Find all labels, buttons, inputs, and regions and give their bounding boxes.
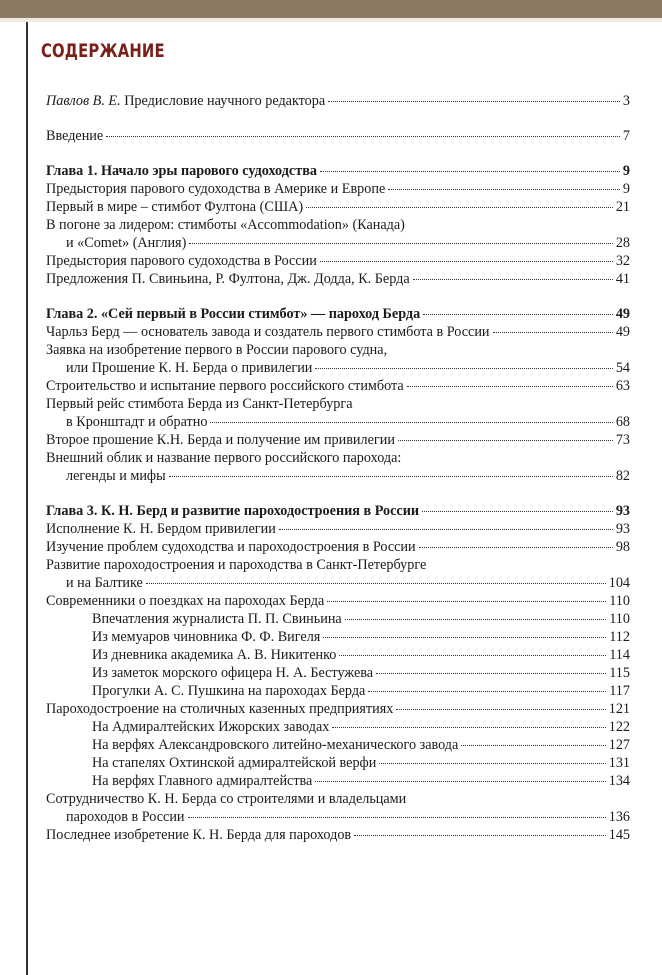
toc-entry[interactable] [46, 198, 630, 216]
toc-entry[interactable] [46, 270, 630, 288]
entry-title: На Адмиралтейских Ижорских заводах [92, 719, 330, 735]
page-number: 9 [622, 163, 630, 179]
leader-dots [327, 601, 606, 602]
page-number: 63 [615, 378, 630, 394]
entry-title: Из заметок морского офицера Н. А. Бестужева [92, 665, 374, 681]
entry-title-line1[interactable]: Первый рейс стимбота Берда из Санкт-Петербурга [46, 396, 353, 412]
page-number: 41 [615, 271, 630, 287]
toc-entry[interactable] [46, 808, 630, 826]
leader-dots [419, 547, 613, 548]
toc-subentry[interactable] [46, 610, 630, 628]
entry-title: Последнее изобретение К. Н. Берда для пароходов [46, 827, 352, 843]
entry-title: Изучение проблем судоходства и пароходостроения в России [46, 539, 416, 555]
entry-title: пароходов в России [66, 809, 185, 825]
top-color-band [0, 0, 662, 18]
toc-chapter-3[interactable] [46, 502, 630, 520]
leader-dots [354, 835, 606, 836]
page-number: 93 [615, 521, 630, 537]
leader-dots [422, 511, 613, 512]
leader-dots [332, 727, 605, 728]
spacer [46, 145, 630, 162]
leader-dots [306, 207, 613, 208]
entry-title: Прогулки А. С. Пушкина на пароходах Берда [92, 683, 366, 699]
entry-title: и на Балтике [66, 575, 143, 591]
leader-dots [106, 136, 620, 137]
leader-dots [323, 637, 606, 638]
page-number: 9 [622, 181, 630, 197]
entry-title-line1[interactable]: В погоне за лидером: стимботы «Accommodation» (Канада) [46, 217, 405, 233]
toc-entry[interactable] [46, 520, 630, 538]
leader-dots [345, 619, 607, 620]
leader-dots [339, 655, 606, 656]
entry-title: Впечатления журналиста П. П. Свиньина [92, 611, 342, 627]
entry-title: Из дневника академика А. В. Никитенко [92, 647, 337, 663]
toc-entry[interactable] [46, 592, 630, 610]
left-margin-rule [26, 22, 28, 975]
leader-dots [279, 529, 613, 530]
entry-title: Предыстория парового судоходства в России [46, 253, 317, 269]
leader-dots [189, 243, 613, 244]
entry-title: На стапелях Охтинской адмиралтейской верфи [92, 755, 377, 771]
toc-subentry[interactable] [46, 736, 630, 754]
page-number: 54 [615, 360, 630, 376]
leader-dots [379, 763, 605, 764]
toc-entry[interactable] [46, 323, 630, 341]
toc-entry[interactable] [46, 252, 630, 270]
toc-subentry[interactable] [46, 772, 630, 790]
preface-author: Павлов В. Е. [46, 93, 121, 109]
entry-title: и «Comet» (Англия) [66, 235, 187, 251]
page-number: 104 [608, 575, 630, 591]
entry-title: Второе прошение К.Н. Берда и получение им привилегии [46, 432, 395, 448]
chapter-title: Глава 1. Начало эры парового судоходства [46, 163, 317, 179]
leader-dots [315, 781, 605, 782]
toc-entry[interactable] [46, 413, 630, 431]
toc-entry[interactable] [46, 377, 630, 395]
toc-subentry[interactable] [46, 664, 630, 682]
page-number: 7 [622, 128, 630, 144]
spacer [46, 110, 630, 127]
entry-title-line1[interactable]: Развитие пароходостроения и пароходства в Санкт-Петербурге [46, 557, 427, 573]
leader-dots [320, 171, 620, 172]
toc-entry-intro[interactable] [46, 127, 630, 145]
toc-subentry[interactable] [46, 718, 630, 736]
page-number: 122 [608, 719, 630, 735]
page-number: 117 [609, 683, 630, 699]
entry-title-line1[interactable]: Заявка на изобретение первого в России парового судна, [46, 342, 388, 358]
preface-title: Предисловие научного редактора [120, 93, 326, 109]
leader-dots [210, 422, 612, 423]
leader-dots [407, 386, 613, 387]
page-number: 145 [608, 827, 630, 843]
page-number: 32 [615, 253, 630, 269]
toc-chapter-1[interactable] [46, 162, 630, 180]
leader-dots [461, 745, 605, 746]
spacer [46, 288, 630, 305]
toc-entry[interactable] [46, 538, 630, 556]
page-number: 28 [615, 235, 630, 251]
toc-subentry[interactable] [46, 646, 630, 664]
entry-title: или Прошение К. Н. Берда о привилегии [66, 360, 313, 376]
leader-dots [396, 709, 605, 710]
entry-title: Пароходостроение на столичных казенных предприятиях [46, 701, 394, 717]
page-number: 112 [609, 629, 630, 645]
leader-dots [188, 817, 606, 818]
toc-entry[interactable] [46, 826, 630, 844]
page-number: 121 [608, 701, 630, 717]
leader-dots [315, 368, 612, 369]
leader-dots [320, 261, 613, 262]
spacer [46, 485, 630, 502]
entry-title: Современники о поездках на пароходах Берда [46, 593, 325, 609]
page-number: 49 [615, 324, 630, 340]
toc-entry-preface[interactable] [46, 92, 630, 110]
page-number: 136 [608, 809, 630, 825]
leader-dots [423, 314, 613, 315]
entry-title: Введение [46, 128, 104, 144]
toc-subentry[interactable] [46, 754, 630, 772]
entry-title: На верфях Александровского литейно-механического завода [92, 737, 459, 753]
page-number: 98 [615, 539, 630, 555]
top-band-edge [0, 18, 662, 22]
entry-title: в Кронштадт и обратно [66, 414, 208, 430]
page-number: 68 [615, 414, 630, 430]
leader-dots [328, 101, 620, 102]
page-number: 73 [615, 432, 630, 448]
entry-title: Из мемуаров чиновника Ф. Ф. Вигеля [92, 629, 321, 645]
leader-dots [376, 673, 606, 674]
toc-entry[interactable] [46, 574, 630, 592]
leader-dots [493, 332, 613, 333]
page-number: 93 [615, 503, 630, 519]
chapter-title: Глава 2. «Сей первый в России стимбот» — пароход Берда [46, 306, 421, 322]
toc-entry[interactable] [46, 700, 630, 718]
leader-dots [146, 583, 606, 584]
entry-title-line1[interactable]: Сотрудничество К. Н. Берда со строителями и владельцами [46, 791, 407, 807]
toc-entry[interactable] [46, 359, 630, 377]
page-number: 114 [609, 647, 630, 663]
entry-title: Строительство и испытание первого российского стимбота [46, 378, 404, 394]
entry-title: легенды и мифы [66, 468, 166, 484]
entry-title: Исполнение К. Н. Бердом привилегии [46, 521, 276, 537]
leader-dots [169, 476, 613, 477]
entry-title: Предыстория парового судоходства в Америке и Европе [46, 181, 386, 197]
leader-dots [413, 279, 613, 280]
page-number: 21 [615, 199, 630, 215]
page-number: 3 [622, 93, 630, 109]
toc-entry[interactable] [46, 467, 630, 485]
chapter-title: Глава 3. К. Н. Берд и развитие пароходостроения в России [46, 503, 420, 519]
toc-entry[interactable] [46, 180, 630, 198]
entry-title: Чарльз Берд — основатель завода и создатель первого стимбота в России [46, 324, 490, 340]
page-number: 127 [608, 737, 630, 753]
page-number: 82 [615, 468, 630, 484]
entry-title: Первый в мире – стимбот Фултона (США) [46, 199, 304, 215]
toc-entry[interactable] [46, 234, 630, 252]
page-number: 110 [609, 611, 630, 627]
toc-subentry[interactable] [46, 628, 630, 646]
page-number: 110 [609, 593, 630, 609]
toc-subentry[interactable] [46, 682, 630, 700]
leader-dots [388, 189, 620, 190]
toc-chapter-2[interactable] [46, 305, 630, 323]
toc-entry[interactable] [46, 431, 630, 449]
page-number: 134 [608, 773, 630, 789]
page-number: 115 [609, 665, 630, 681]
page-number: 131 [608, 755, 630, 771]
table-of-contents [46, 92, 630, 844]
page-number: 49 [615, 306, 630, 322]
page-title: СОДЕРЖАНИЕ [41, 40, 165, 62]
entry-title-line1[interactable]: Внешний облик и название первого российского парохода: [46, 450, 402, 466]
leader-dots [368, 691, 606, 692]
entry-title: Предложения П. Свиньина, Р. Фултона, Дж. Додда, К. Берда [46, 271, 410, 287]
entry-title: На верфях Главного адмиралтейства [92, 773, 313, 789]
leader-dots [398, 440, 613, 441]
